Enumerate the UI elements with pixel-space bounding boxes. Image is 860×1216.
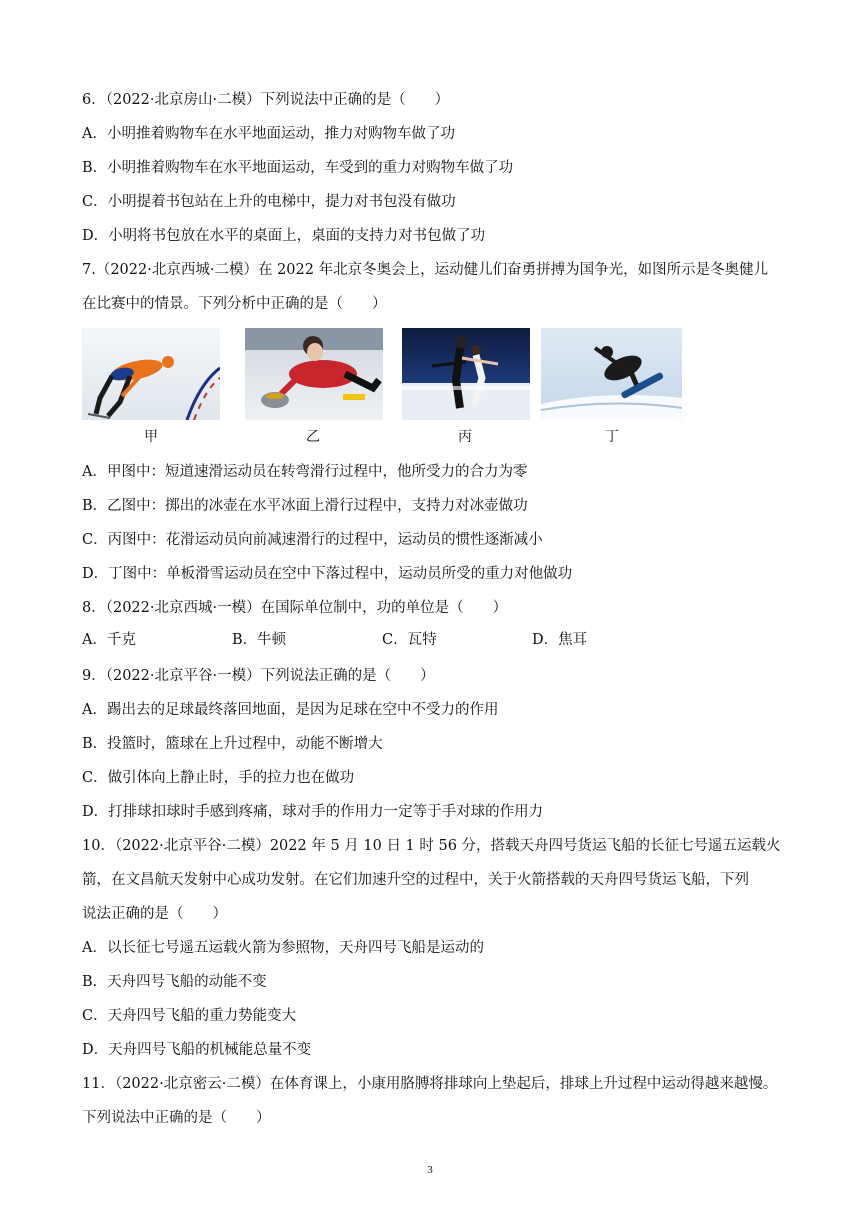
figure-caption-yi: 乙 <box>306 429 320 445</box>
question-7-option-b: B．乙图中：掷出的冰壶在水平冰面上滑行过程中，支持力对冰壶做功 <box>82 498 528 514</box>
question-8-stem: 8．（2022·北京西城·一模）在国际单位制中，功的单位是（ ） <box>82 600 508 616</box>
page-number: 3 <box>427 1164 433 1176</box>
question-9-option-a: A．踢出去的足球最终落回地面，是因为足球在空中不受力的作用 <box>82 702 499 718</box>
question-10-option-d: D．天舟四号飞船的机械能总量不变 <box>82 1042 312 1058</box>
question-7-stem-line-2: 在比赛中的情景。下列分析中正确的是（ ） <box>82 296 387 312</box>
question-7-option-d: D．丁图中：单板滑雪运动员在空中下落过程中，运动员所受的重力对他做功 <box>82 566 573 582</box>
question-7-option-a: A．甲图中：短道速滑运动员在转弯滑行过程中，他所受力的合力为零 <box>82 464 528 480</box>
question-9-option-d: D．打排球扣球时手感到疼痛，球对手的作用力一定等于手对球的作用力 <box>82 804 544 820</box>
question-8-option-d: D．焦耳 <box>532 632 588 648</box>
question-8-option-a: A．千克 <box>82 632 136 648</box>
question-8-option-b: B．牛顿 <box>232 632 287 648</box>
question-10-stem-line-2: 箭，在文昌航天发射中心成功发射。在它们加速升空的过程中，关于火箭搭载的天舟四号货运飞船，下列 <box>82 872 749 888</box>
question-6-option-a: A．小明推着购物车在水平地面运动，推力对购物车做了功 <box>82 126 455 142</box>
figure-ding-snowboarding <box>541 328 682 420</box>
question-9-stem: 9．（2022·北京平谷·一模）下列说法正确的是（ ） <box>82 668 435 684</box>
question-7-stem-line-1: 7.（2022·北京西城·二模）在 2022 年北京冬奥会上，运动健儿们奋勇拼搏为国争光，如图所示是冬奥健儿 <box>82 262 769 278</box>
question-6-option-b: B．小明推着购物车在水平地面运动，车受到的重力对购物车做了功 <box>82 160 514 176</box>
question-10-stem-line-1: 10．（2022·北京平谷·二模）2022 年 5 月 10 日 1 时 56 分，搭载天舟四号货运飞船的长征七号遥五运载火 <box>82 838 781 854</box>
question-10-stem-line-3: 说法正确的是（ ） <box>82 906 227 922</box>
figure-jia-speed-skating <box>82 328 220 420</box>
question-8-option-c: C．瓦特 <box>382 632 437 648</box>
figure-caption-ding: 丁 <box>605 429 619 445</box>
question-11-stem-line-2: 下列说法中正确的是（ ） <box>82 1110 271 1126</box>
question-6-option-d: D．小明将书包放在水平的桌面上，桌面的支持力对书包做了功 <box>82 228 486 244</box>
question-6-stem: 6．（2022·北京房山·二模）下列说法中正确的是（ ） <box>82 92 450 108</box>
question-6-option-c: C．小明提着书包站在上升的电梯中，提力对书包没有做功 <box>82 194 456 210</box>
figure-caption-jia: 甲 <box>144 429 158 445</box>
question-7-option-c: C．丙图中：花滑运动员向前减速滑行的过程中，运动员的惯性逐渐减小 <box>82 532 543 548</box>
figure-caption-bing: 丙 <box>458 429 472 445</box>
question-9-option-b: B．投篮时，篮球在上升过程中，动能不断增大 <box>82 736 383 752</box>
question-10-option-a: A．以长征七号遥五运载火箭为参照物，天舟四号飞船是运动的 <box>82 940 484 956</box>
question-10-option-b: B．天舟四号飞船的动能不变 <box>82 974 267 990</box>
figure-yi-curling <box>245 328 383 420</box>
question-9-option-c: C．做引体向上静止时，手的拉力也在做功 <box>82 770 355 786</box>
question-10-option-c: C．天舟四号飞船的重力势能变大 <box>82 1008 297 1024</box>
figure-bing-figure-skating <box>402 328 530 420</box>
question-11-stem-line-1: 11．（2022·北京密云·二模）在体育课上，小康用胳膊将排球向上垫起后，排球上升过程中运动得越来越慢。 <box>82 1076 778 1092</box>
